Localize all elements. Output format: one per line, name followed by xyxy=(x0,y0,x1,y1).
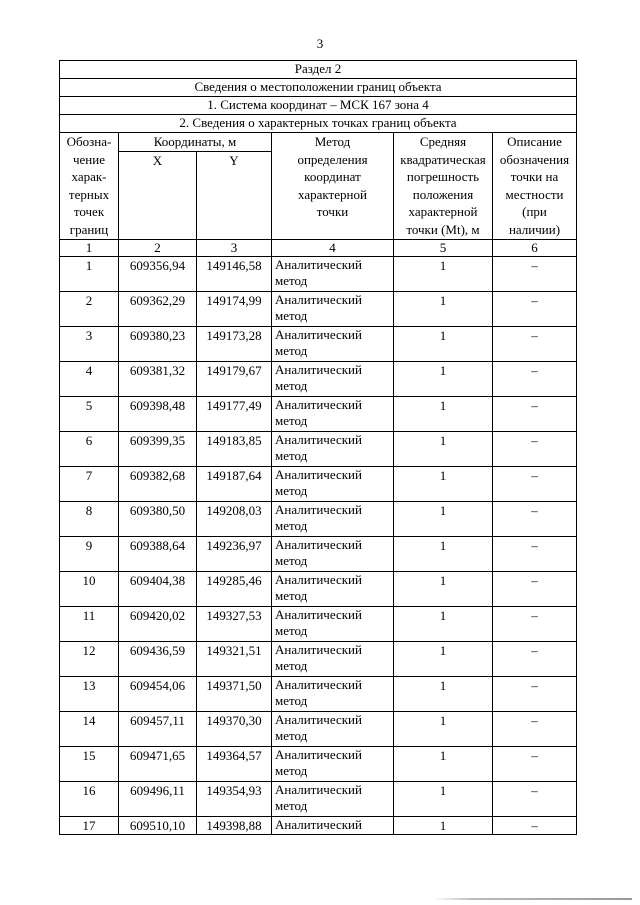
header-line: определения xyxy=(297,151,368,167)
accuracy-cell: 1 xyxy=(394,361,493,396)
page-number: 3 xyxy=(316,36,324,51)
section-subtitle: Сведения о местоположении границ объекта xyxy=(60,79,577,97)
description-cell: – xyxy=(493,396,577,431)
header-line: точек xyxy=(73,204,105,219)
point-number-cell: 1 xyxy=(60,256,119,291)
table-row xyxy=(60,606,577,641)
method-line-2: метод xyxy=(275,273,308,288)
method-line-1: Аналитический xyxy=(275,256,362,272)
table-row xyxy=(60,816,577,834)
header-line: точки xyxy=(316,204,349,219)
method-line-2: метод xyxy=(275,413,308,428)
method-line-2: метод xyxy=(275,378,308,393)
point-number-cell: 7 xyxy=(60,466,119,501)
table-row xyxy=(60,571,577,606)
point-number-cell: 5 xyxy=(60,396,119,431)
scan-edge-line xyxy=(432,898,632,900)
header-y: Y xyxy=(197,151,272,239)
accuracy-cell: 1 xyxy=(394,291,493,326)
accuracy-cell: 1 xyxy=(394,256,493,291)
coord-x-cell: 609420,02 xyxy=(119,606,197,641)
coord-x-cell: 609454,06 xyxy=(119,676,197,711)
method-line-2: метод xyxy=(275,553,308,568)
table-row xyxy=(60,466,577,501)
table-row xyxy=(60,746,577,781)
method-line-1: Аналитический xyxy=(275,676,362,692)
method-line-1: Аналитический xyxy=(275,536,362,552)
coord-y-cell: 149173,28 xyxy=(197,326,272,361)
coord-y-cell: 149177,49 xyxy=(197,396,272,431)
method-line-2: метод xyxy=(275,658,308,673)
accuracy-cell: 1 xyxy=(394,676,493,711)
coord-x-cell: 609436,59 xyxy=(119,641,197,676)
coord-y-cell: 149174,99 xyxy=(197,291,272,326)
table-row xyxy=(60,676,577,711)
method-line-1: Аналитический xyxy=(275,291,362,307)
header-line: характерной xyxy=(298,186,367,202)
method-line-1: Аналитический xyxy=(275,361,362,377)
accuracy-cell: 1 xyxy=(394,746,493,781)
header-line: характерной xyxy=(408,204,478,219)
table-row xyxy=(60,396,577,431)
coord-x-cell: 609388,64 xyxy=(119,536,197,571)
method-cell xyxy=(272,676,394,711)
table-row xyxy=(60,361,577,396)
header-line: квадратическая xyxy=(400,151,486,167)
description-cell: – xyxy=(493,641,577,676)
method-line-1: Аналитический xyxy=(275,746,362,762)
column-number: 4 xyxy=(272,239,394,256)
description-cell: – xyxy=(493,501,577,536)
method-cell xyxy=(272,816,394,834)
coord-y-cell: 149354,93 xyxy=(197,781,272,816)
method-line-1: Аналитический xyxy=(275,711,362,727)
point-number-cell: 15 xyxy=(60,746,119,781)
header-designation xyxy=(60,133,119,240)
method-line-1: Аналитический xyxy=(275,781,362,797)
method-cell xyxy=(272,641,394,676)
coord-x-cell: 609398,48 xyxy=(119,396,197,431)
accuracy-cell: 1 xyxy=(394,571,493,606)
header-line: обозначения xyxy=(499,151,570,167)
method-line-2: метод xyxy=(275,693,308,708)
point-number-cell: 17 xyxy=(60,816,119,834)
point-number-cell: 2 xyxy=(60,291,119,326)
description-cell: – xyxy=(493,326,577,361)
method-line-2: метод xyxy=(275,483,308,498)
coord-x-cell: 609510,10 xyxy=(119,816,197,834)
accuracy-cell: 1 xyxy=(394,396,493,431)
description-cell: – xyxy=(493,781,577,816)
point-number-cell: 10 xyxy=(60,571,119,606)
description-cell: – xyxy=(493,606,577,641)
method-line-1: Аналитический xyxy=(275,501,362,517)
method-line-2: метод xyxy=(275,763,308,778)
coord-x-cell: 609356,94 xyxy=(119,256,197,291)
description-cell: – xyxy=(493,291,577,326)
accuracy-cell: 1 xyxy=(394,711,493,746)
method-line-1: Аналитический xyxy=(275,606,362,622)
point-number-cell: 16 xyxy=(60,781,119,816)
coord-y-cell: 149146,58 xyxy=(197,256,272,291)
table-row xyxy=(60,781,577,816)
table-row xyxy=(60,326,577,361)
method-cell xyxy=(272,501,394,536)
method-line-2: метод xyxy=(275,798,308,813)
coord-x-cell: 609457,11 xyxy=(119,711,197,746)
description-cell: – xyxy=(493,746,577,781)
method-line-1: Аналитический xyxy=(275,816,362,832)
header-line: точки (Mt), м xyxy=(406,221,480,237)
accuracy-cell: 1 xyxy=(394,501,493,536)
method-cell xyxy=(272,466,394,501)
accuracy-cell: 1 xyxy=(394,606,493,641)
coord-y-cell: 149398,88 xyxy=(197,816,272,834)
header-description xyxy=(493,133,577,240)
description-cell: – xyxy=(493,676,577,711)
points-heading: 2. Сведения о характерных точках границ объекта xyxy=(60,115,577,133)
coord-y-cell: 149364,57 xyxy=(197,746,272,781)
method-line-1: Аналитический xyxy=(275,571,362,587)
description-cell: – xyxy=(493,711,577,746)
table-row xyxy=(60,501,577,536)
method-cell xyxy=(272,711,394,746)
header-line: погрешность xyxy=(406,169,480,184)
header-line: Обозна- xyxy=(66,134,112,149)
header-line: точки на xyxy=(510,169,559,184)
coord-y-cell: 149371,50 xyxy=(197,676,272,711)
description-cell: – xyxy=(493,816,577,834)
accuracy-cell: 1 xyxy=(394,431,493,466)
coord-y-cell: 149236,97 xyxy=(197,536,272,571)
header-method xyxy=(272,133,394,240)
boundary-points-table xyxy=(59,60,577,835)
header-line: чение xyxy=(73,151,105,167)
method-cell xyxy=(272,571,394,606)
coord-x-cell: 609496,11 xyxy=(119,781,197,816)
method-line-1: Аналитический xyxy=(275,396,362,412)
header-line: Средняя xyxy=(419,134,467,149)
header-line: положения xyxy=(412,186,474,202)
method-cell xyxy=(272,291,394,326)
coord-x-cell: 609404,38 xyxy=(119,571,197,606)
method-cell xyxy=(272,431,394,466)
header-x: X xyxy=(119,151,197,239)
point-number-cell: 13 xyxy=(60,676,119,711)
method-line-2: метод xyxy=(275,343,308,358)
accuracy-cell: 1 xyxy=(394,641,493,676)
coordinate-system: 1. Система координат – МСК 167 зона 4 xyxy=(60,97,577,115)
header-accuracy xyxy=(394,133,493,240)
coord-y-cell: 149285,46 xyxy=(197,571,272,606)
coord-y-cell: 149327,53 xyxy=(197,606,272,641)
coord-x-cell: 609382,68 xyxy=(119,466,197,501)
description-cell: – xyxy=(493,571,577,606)
coord-y-cell: 149179,67 xyxy=(197,361,272,396)
method-line-2: метод xyxy=(275,308,308,323)
section-title: Раздел 2 xyxy=(60,61,577,79)
method-cell xyxy=(272,536,394,571)
header-line: наличии) xyxy=(508,221,561,237)
header-line: (при xyxy=(522,204,547,219)
point-number-cell: 12 xyxy=(60,641,119,676)
point-number-cell: 14 xyxy=(60,711,119,746)
table-row xyxy=(60,431,577,466)
accuracy-cell: 1 xyxy=(394,466,493,501)
column-number: 6 xyxy=(493,239,577,256)
column-number: 2 xyxy=(119,239,197,256)
header-line: координат xyxy=(304,169,361,184)
column-number: 3 xyxy=(197,239,272,256)
point-number-cell: 3 xyxy=(60,326,119,361)
header-line: Метод xyxy=(314,134,351,149)
point-number-cell: 4 xyxy=(60,361,119,396)
table-row xyxy=(60,641,577,676)
method-line-2: метод xyxy=(275,588,308,603)
method-cell xyxy=(272,606,394,641)
description-cell: – xyxy=(493,466,577,501)
column-number: 5 xyxy=(394,239,493,256)
method-cell xyxy=(272,746,394,781)
coord-x-cell: 609381,32 xyxy=(119,361,197,396)
method-cell xyxy=(272,256,394,291)
point-number-cell: 9 xyxy=(60,536,119,571)
method-line-1: Аналитический xyxy=(275,466,362,482)
description-cell: – xyxy=(493,431,577,466)
coord-y-cell: 149208,03 xyxy=(197,501,272,536)
coord-y-cell: 149321,51 xyxy=(197,641,272,676)
header-coordinates: Координаты, м xyxy=(119,133,272,152)
accuracy-cell: 1 xyxy=(394,816,493,834)
method-line-1: Аналитический xyxy=(275,431,362,447)
column-number: 1 xyxy=(60,239,119,256)
header-line: местности xyxy=(505,186,564,202)
table-row xyxy=(60,256,577,291)
description-cell: – xyxy=(493,256,577,291)
coord-y-cell: 149183,85 xyxy=(197,431,272,466)
coord-x-cell: 609380,50 xyxy=(119,501,197,536)
method-cell xyxy=(272,396,394,431)
coord-y-cell: 149187,64 xyxy=(197,466,272,501)
coord-x-cell: 609362,29 xyxy=(119,291,197,326)
accuracy-cell: 1 xyxy=(394,781,493,816)
method-cell xyxy=(272,361,394,396)
description-cell: – xyxy=(493,361,577,396)
coord-x-cell: 609471,65 xyxy=(119,746,197,781)
method-cell xyxy=(272,326,394,361)
method-cell xyxy=(272,781,394,816)
accuracy-cell: 1 xyxy=(394,536,493,571)
point-number-cell: 8 xyxy=(60,501,119,536)
coord-y-cell: 149370,30 xyxy=(197,711,272,746)
header-line: границ xyxy=(69,221,109,237)
accuracy-cell: 1 xyxy=(394,326,493,361)
method-line-2: метод xyxy=(275,728,308,743)
point-number-cell: 11 xyxy=(60,606,119,641)
coord-x-cell: 609380,23 xyxy=(119,326,197,361)
description-cell: – xyxy=(493,536,577,571)
header-line: Описание xyxy=(507,134,562,149)
header-line: терных xyxy=(68,186,110,202)
coord-x-cell: 609399,35 xyxy=(119,431,197,466)
method-line-2: метод xyxy=(275,448,308,463)
table-row xyxy=(60,291,577,326)
table-row xyxy=(60,711,577,746)
header-line: харак- xyxy=(71,169,107,184)
table-row xyxy=(60,536,577,571)
method-line-2: метод xyxy=(275,623,308,638)
method-line-2: метод xyxy=(275,518,308,533)
method-line-1: Аналитический xyxy=(275,326,362,342)
method-line-1: Аналитический xyxy=(275,641,362,657)
point-number-cell: 6 xyxy=(60,431,119,466)
